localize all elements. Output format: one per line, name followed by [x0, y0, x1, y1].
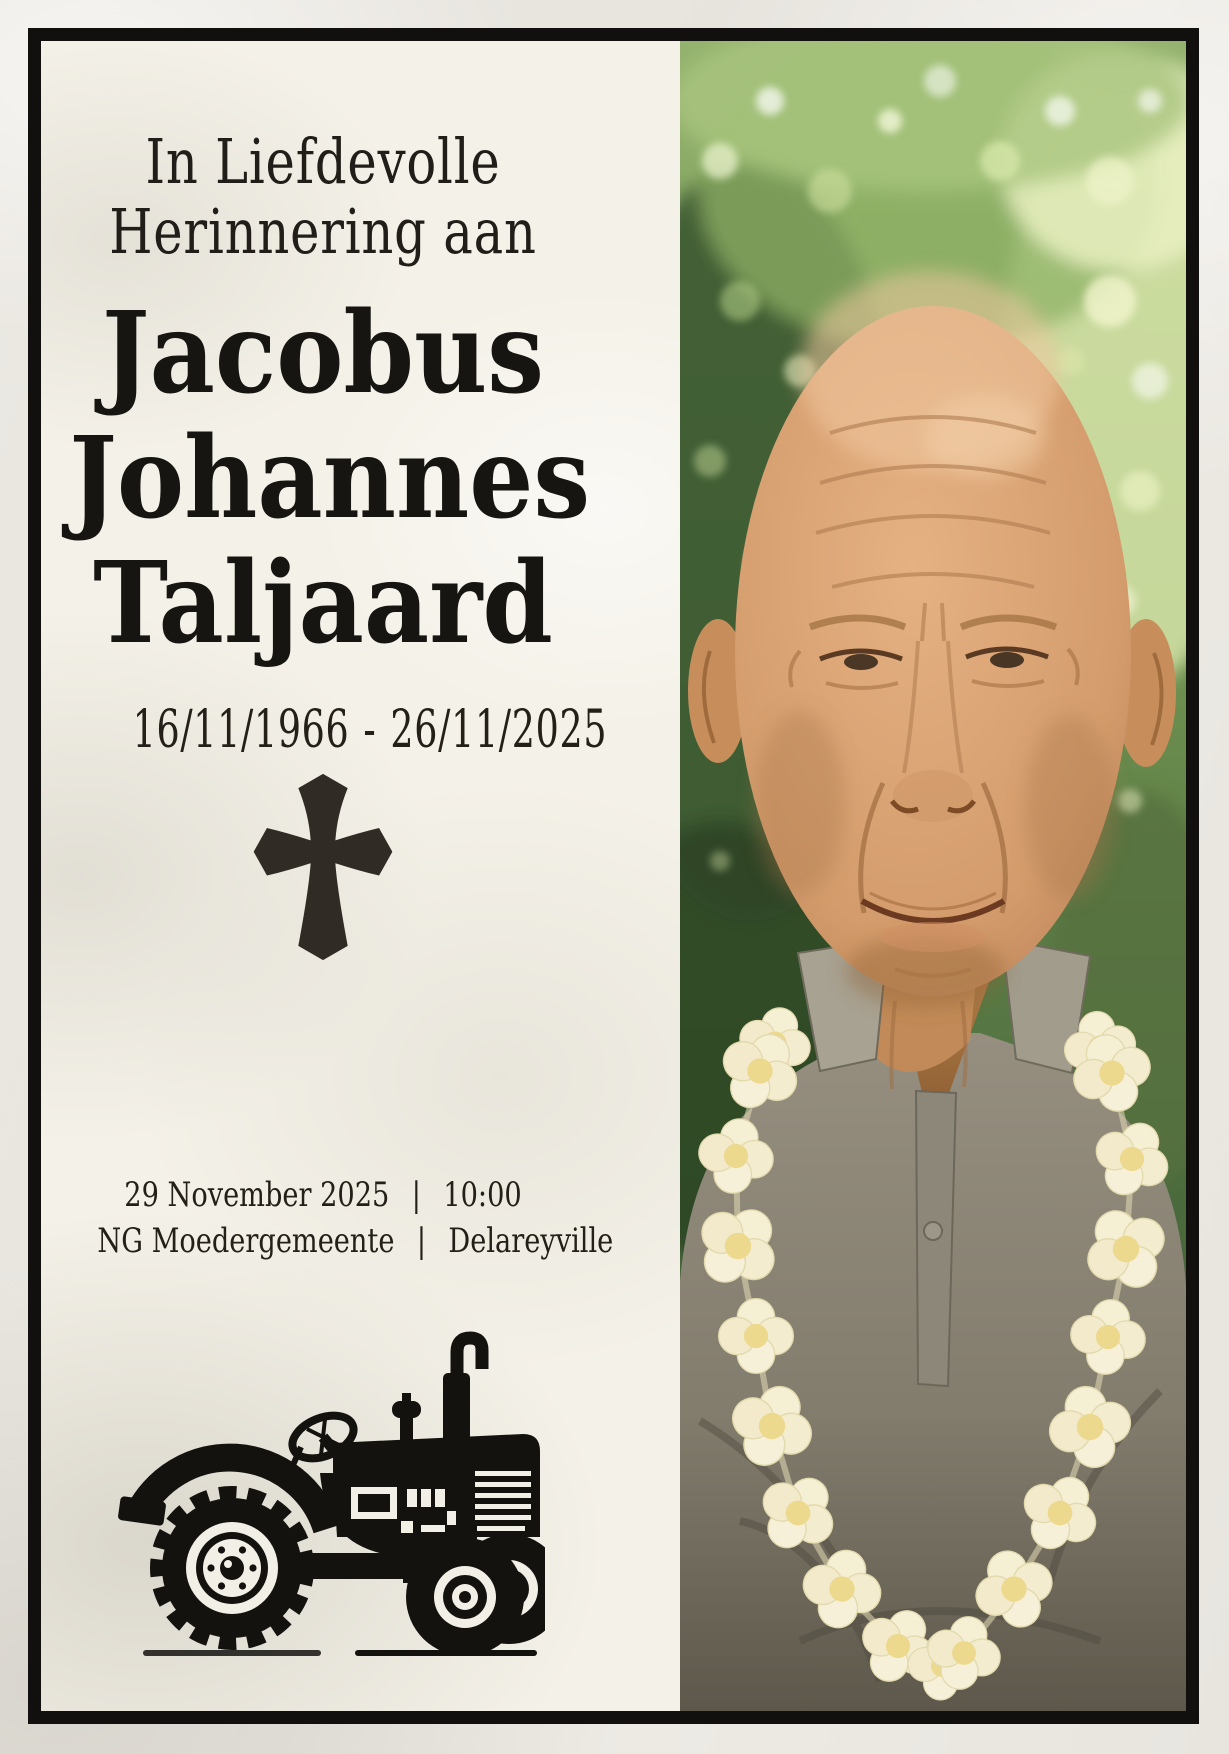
service-date-time — [97, 1175, 548, 1215]
death-date: 26/11/2025 — [390, 700, 608, 760]
birth-date: 16/11/1966 — [132, 700, 350, 760]
memorial-text-panel — [41, 41, 680, 1711]
service-time: 10:00 — [443, 1175, 522, 1215]
deceased-middle-name: Johannes — [69, 413, 591, 544]
date-separator: - — [363, 700, 377, 760]
deceased-first-name: Jacobus — [101, 288, 545, 419]
tractor-icon — [115, 1325, 545, 1660]
service-date: 29 November 2025 — [124, 1175, 390, 1215]
memorial-header-line2: Herinnering aan — [109, 195, 537, 268]
service-location — [97, 1221, 614, 1261]
memorial-header-line1: In Liefdevolle — [145, 125, 501, 198]
separator-bar: | — [411, 1175, 421, 1215]
portrait-photo — [680, 41, 1186, 1711]
deceased-surname: Taljaard — [93, 538, 553, 669]
separator-bar: | — [416, 1221, 427, 1261]
memorial-header — [97, 127, 548, 267]
cross-icon — [247, 772, 399, 962]
deceased-name — [69, 288, 591, 669]
service-town: Delareyville — [448, 1221, 614, 1261]
service-church: NG Moedergemeente — [97, 1221, 395, 1261]
life-dates — [126, 700, 608, 760]
